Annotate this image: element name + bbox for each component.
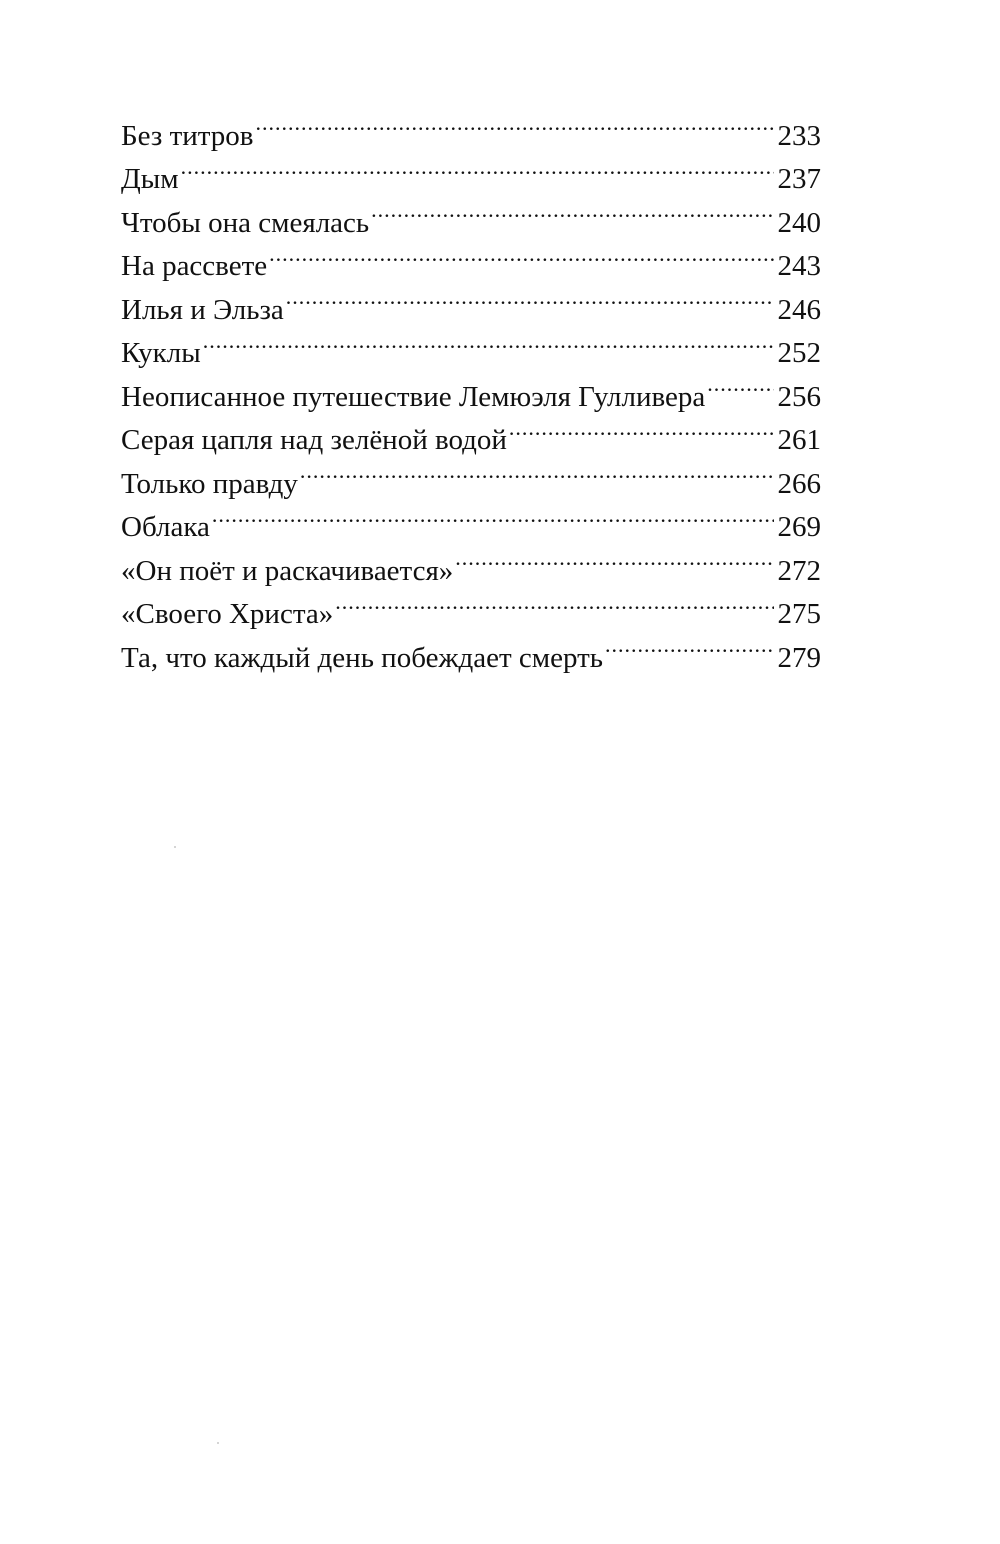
toc-dot-leader xyxy=(455,536,773,580)
toc-entry-title: Облака xyxy=(121,511,210,543)
toc-entry-page: 272 xyxy=(777,554,821,587)
toc-dot-leader xyxy=(300,449,774,493)
toc-entry-page: 266 xyxy=(777,467,821,500)
toc-entry-page: 279 xyxy=(777,641,821,674)
toc-dot-leader xyxy=(212,493,774,537)
toc-entry-title: «Он поёт и раскачивается» xyxy=(121,554,454,587)
toc-dot-leader xyxy=(181,145,774,189)
toc-entry-page: 261 xyxy=(777,424,821,456)
toc-entry-title: «Своего Христа» xyxy=(121,598,334,630)
toc-dot-leader xyxy=(203,319,774,363)
toc-entry-title: Чтобы она смеялась xyxy=(121,206,370,239)
toc-entry-title: Та, что каждый день побеждает смерть xyxy=(121,641,604,674)
toc-dot-leader xyxy=(335,580,773,624)
toc-entry[interactable] xyxy=(121,319,821,369)
toc-entry-title: Дым xyxy=(121,163,179,195)
toc-entry[interactable] xyxy=(121,493,821,543)
toc-entry-page: 240 xyxy=(777,206,821,239)
toc-entry-title: На рассвете xyxy=(121,250,268,282)
toc-entry[interactable] xyxy=(121,536,821,587)
paper-speck xyxy=(217,1442,219,1444)
toc-entry-page: 243 xyxy=(777,250,821,282)
table-of-contents xyxy=(121,101,821,674)
toc-dot-leader xyxy=(256,101,774,145)
toc-entry[interactable] xyxy=(121,188,821,239)
toc-entry-title: Куклы xyxy=(121,337,201,369)
toc-entry-title: Серая цапля над зелёной водой xyxy=(121,424,507,456)
toc-entry-title: Без титров xyxy=(121,119,254,152)
toc-entry-page: 256 xyxy=(777,380,821,413)
toc-entry-page: 237 xyxy=(777,163,821,195)
toc-dot-leader xyxy=(605,623,773,667)
toc-entry[interactable] xyxy=(121,362,821,413)
toc-entry[interactable] xyxy=(121,101,821,152)
toc-entry-page: 269 xyxy=(777,511,821,543)
toc-entry-page: 246 xyxy=(777,293,821,326)
paper-speck xyxy=(174,846,176,848)
toc-entry-page: 252 xyxy=(777,337,821,369)
toc-entry-title: Только правду xyxy=(121,467,298,500)
toc-dot-leader xyxy=(371,188,773,232)
toc-dot-leader xyxy=(509,406,774,450)
toc-entry-page: 233 xyxy=(777,119,821,152)
toc-entry-title: Илья и Эльза xyxy=(121,293,284,326)
toc-entry-page: 275 xyxy=(777,598,821,630)
toc-dot-leader xyxy=(707,362,773,406)
toc-dot-leader xyxy=(269,232,773,276)
toc-dot-leader xyxy=(286,275,774,319)
toc-entry-title: Неописанное путешествие Лемюэля Гулливера xyxy=(121,380,706,413)
toc-entry[interactable] xyxy=(121,145,821,195)
